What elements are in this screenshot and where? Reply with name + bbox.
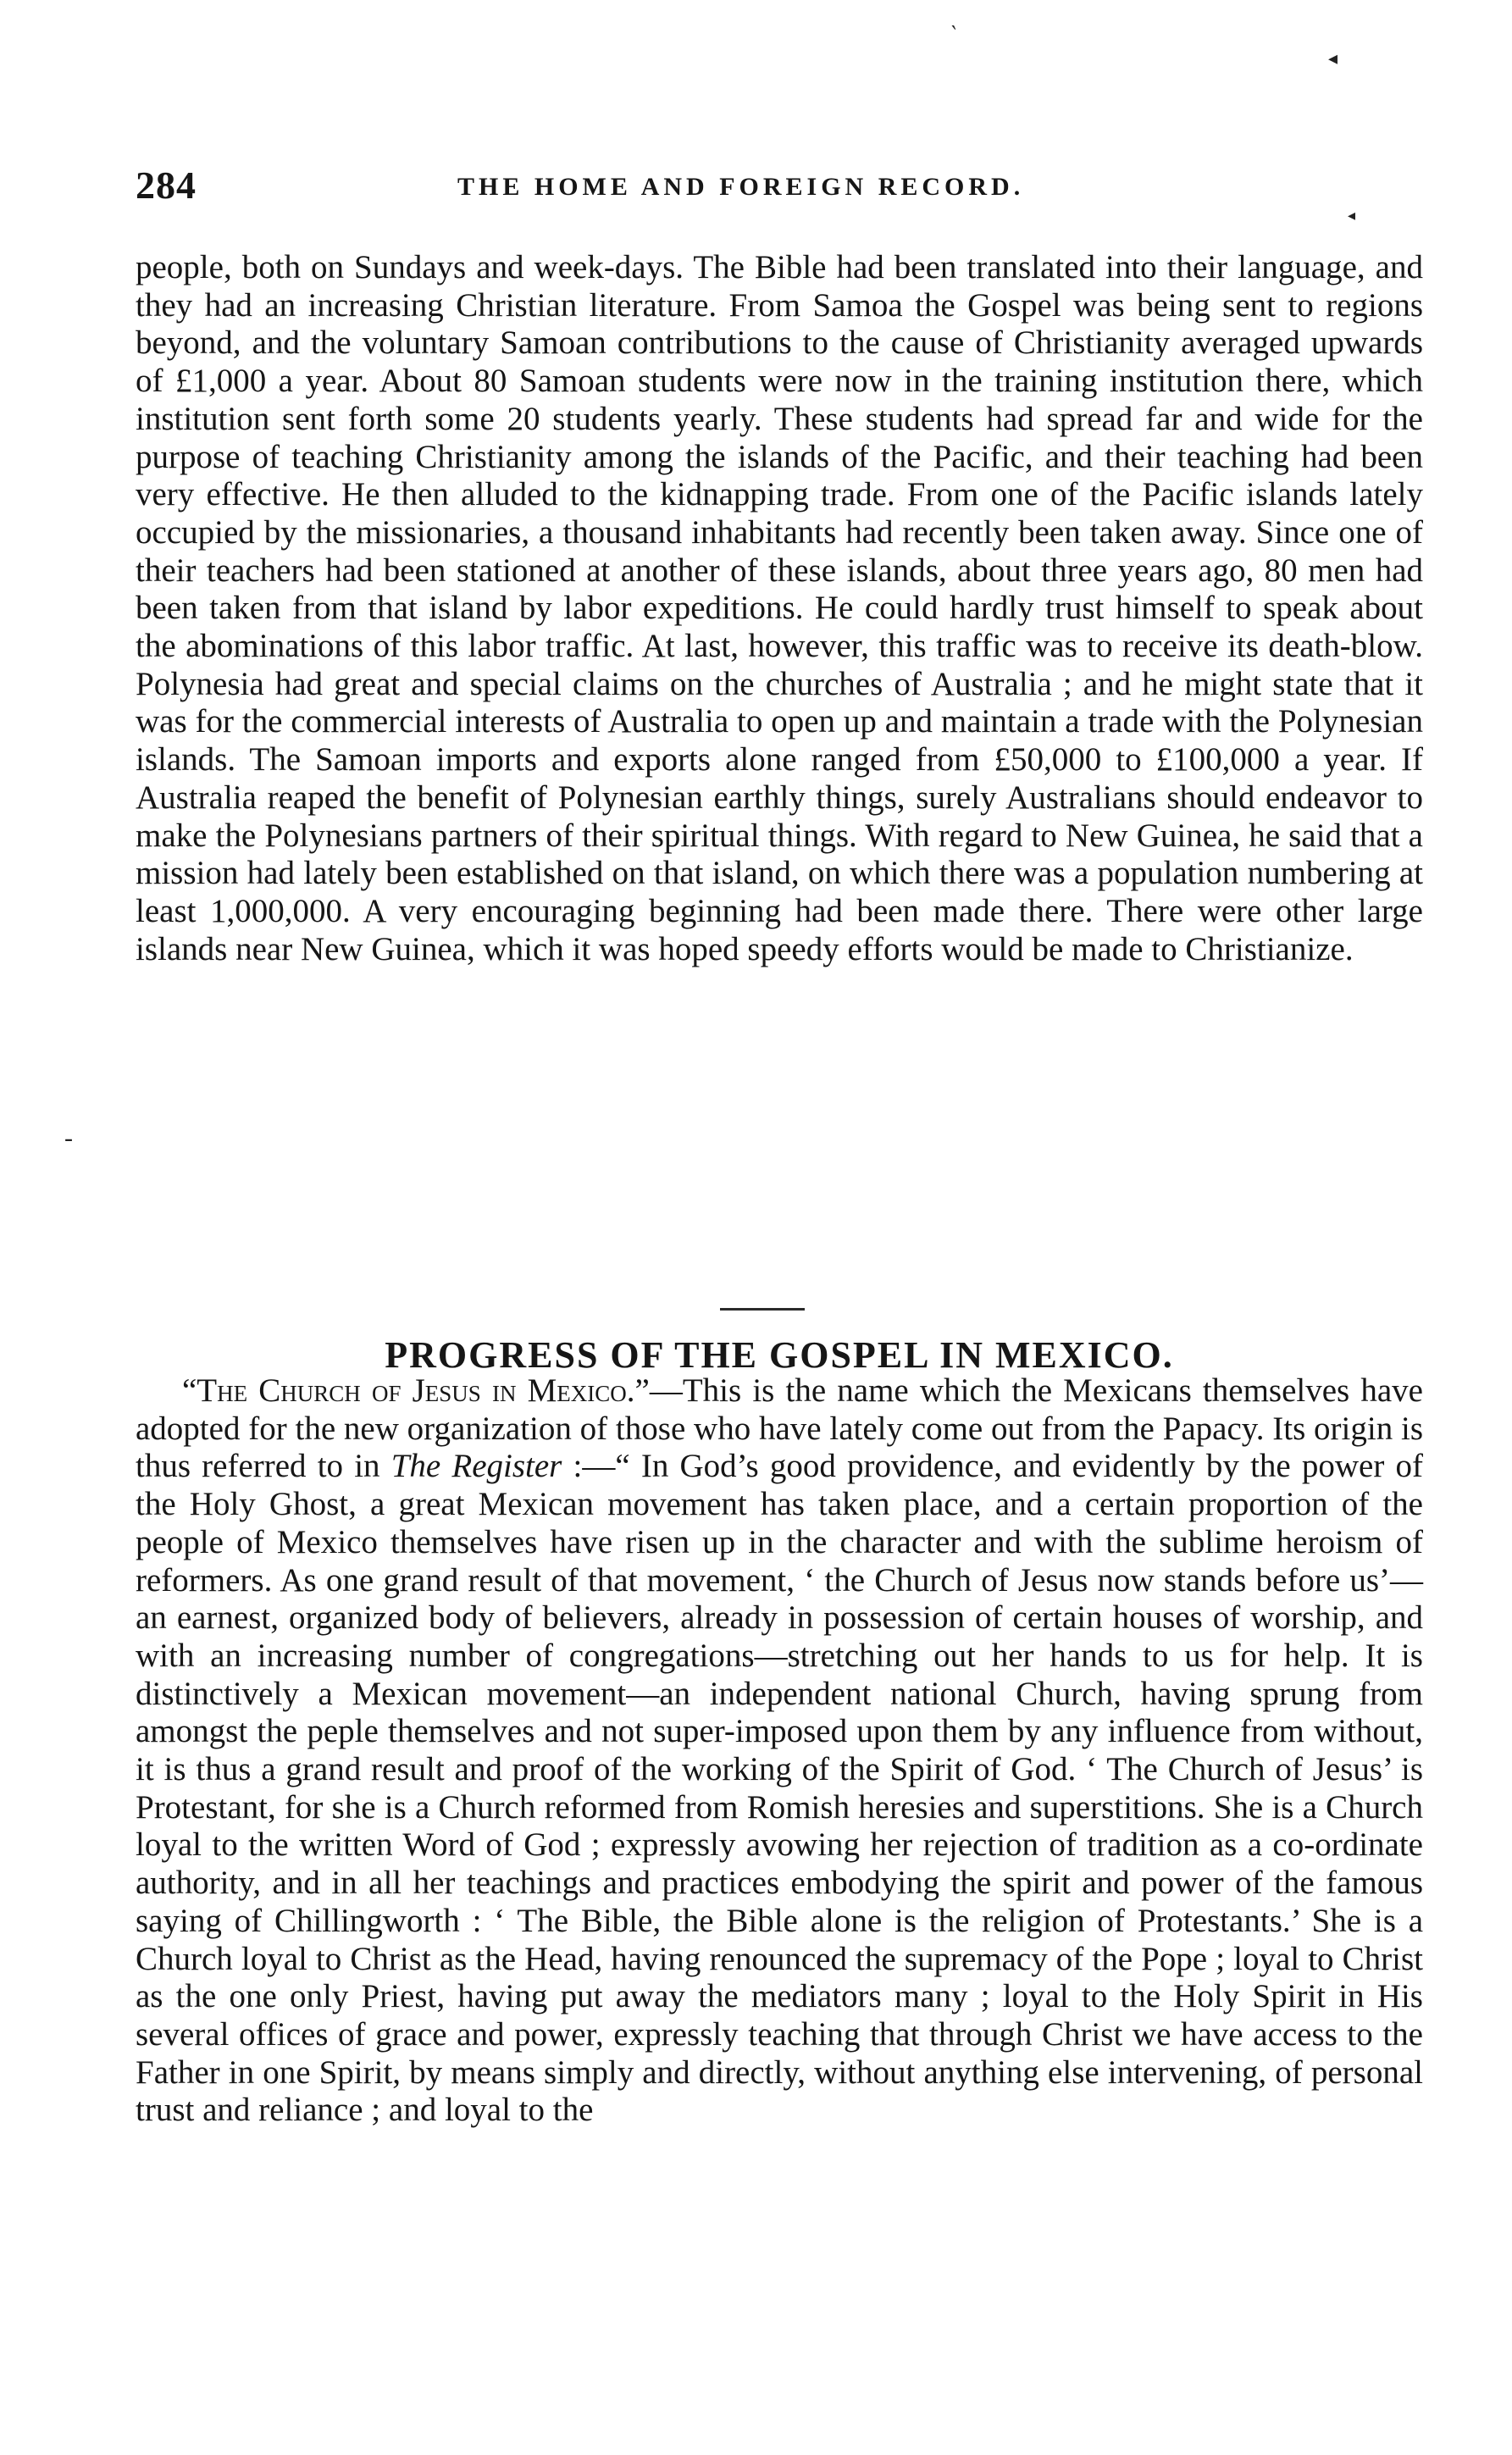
body-text-1: —This is the name which the Mexicans themselves have adopted for the new organization of those who have lately come out from the Papacy. Its origin is thus referred to in bbox=[136, 1372, 1423, 1485]
scan-mark-top-right: ◂ bbox=[1328, 47, 1338, 69]
mexico-paragraph bbox=[136, 1372, 1423, 2130]
mexico-paragraph-text bbox=[136, 1372, 1423, 2130]
lead-title: “The Church of Jesus in Mexico.” bbox=[182, 1372, 650, 1409]
page-number: 284 bbox=[136, 163, 197, 207]
page-header bbox=[136, 163, 1423, 213]
mexico-column bbox=[136, 1372, 1423, 2130]
margin-dash: - bbox=[64, 1124, 73, 1152]
intro-column bbox=[136, 249, 1423, 968]
scan-mark-top: ‵ bbox=[951, 22, 956, 47]
body-text-2: :—“ In God’s good providence, and evidently by the power of the Holy Ghost, a great Mexican movement has taken place, and a certain proportion of the people of Mexico themselves have risen up in the character and with the sublime heroism of reformers. As one grand result of that movement, ‘ the Church of Jesus now stands before us’—an earnest, organized body of believers, already in possession of certain houses of worship, and with an increasing number of congregations—stretching out her hands to us for help. It is distinctively a Mexican movement—an independent national Church, having sprung from amongst the peple themselves and not super-imposed upon them by any influence from without, it is thus a grand result and proof of the working of the Spirit of God. ‘ The Church of Jesus’ is Protestant, for she is a Church reformed from Romish heresies and superstitions. She is a Church loyal to the written Word of God ; expressly avowing her rejection of tradition as a co-ordinate authority, and in all her teachings and practices embodying the spirit and power of the famous saying of Chillingworth : ‘ The Bible, the Bible alone is the religion of Protestants.’ She is a Church loyal to Christ as the Head, having renounced the supremacy of the Pope ; loyal to Christ as the one only Priest, having put away the mediators many ; loyal to the Holy Spirit in His several offices of grace and power, expressly teaching that through Christ we have access to the Father in one Spirit, by means simply and directly, without anything else intervening, of personal trust and reliance ; and loyal to the bbox=[136, 1448, 1423, 2129]
section-divider bbox=[720, 1308, 805, 1311]
section-heading: PROGRESS OF THE GOSPEL IN MEXICO. bbox=[385, 1334, 1174, 1376]
scan-mark-header-right: ◂ bbox=[1348, 207, 1356, 224]
intro-paragraph bbox=[136, 249, 1423, 968]
source-title: The Register bbox=[390, 1448, 562, 1485]
running-title: THE HOME AND FOREIGN RECORD. bbox=[457, 173, 1025, 201]
intro-paragraph-text: people, both on Sundays and week-days. The Bible had been translated into their language, and they had an increasing Christian literature. From Samoa the Gospel was being sent to regions beyond, and the voluntary Samoan contributions to the cause of Christianity averaged upwards of £1,000 a year. About 80 Samoan students were now in the training institution there, which institution sent forth some 20 students yearly. These students had spread far and wide for the purpose of teaching Christianity among the islands of the Pacific, and their teaching had been very effective. He then alluded to the kidnapping trade. From one of the Pacific islands lately occupied by the missionaries, a thousand inhabitants had recently been taken away. Since one of their teachers had been stationed at another of these islands, about three years ago, 80 men had been taken from that island by labor expeditions. He could hardly trust himself to speak about the abominations of this labor traffic. At last, however, this traffic was to receive its death-blow. Polynesia had great and special claims on the churches of Australia ; and he might state that it was for the commercial interests of Australia to open up and maintain a trade with the Polynesian islands. The Samoan imports and exports alone ranged from £50,000 to £100,000 a year. If Australia reaped the benefit of Polynesian earthly things, surely Australians should endeavor to make the Polynesians partners of their spiritual things. With regard to New Guinea, he said that a mission had lately been established on that island, on which there was a population numbering at least 1,000,000. A very encouraging beginning had been made there. There were other large islands near New Guinea, which it was hoped speedy efforts would be made to Christianize. bbox=[136, 249, 1423, 967]
